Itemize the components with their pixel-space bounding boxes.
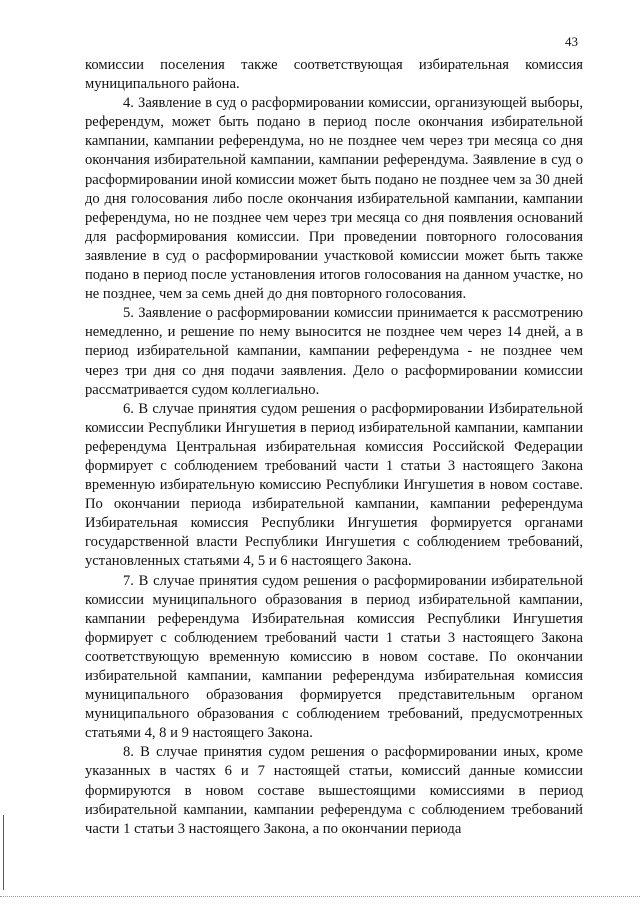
paragraph-item-8: 8. В случае принятия судом решения о расформировании иных, кроме указанных в частях 6 и 7 настоящей статьи, комиссий данные комиссии формируются в новом составе вышестоящими комиссиями в период избирательной кампании, кампании референдума с соблюдением требований части 1 статьи 3 настоящего Закона, а по окончании периода [85,744,583,837]
paragraph-continuation: комиссии поселения также соответствующая избирательная комиссия муниципального района. [85,57,583,93]
paragraph-item-7: 7. В случае принятия судом решения о расформировании избирательной комиссии муниципального образования в период избирательной кампании, кампании референдума Избирательная комиссия Республики Ингушетия формирует с соблюдением требований части 1 статьи 3 настоящего Закона соответствующую временную комиссию в новом составе. По окончании избирательной кампании, кампании референдума избирательная комиссия муниципального образования формируется представительным органом муниципального образования с соблюдением требований, предусмотренных статьями 4, 8 и 9 настоящего Закона. [85,572,583,742]
scan-bottom-edge [0,896,640,899]
paragraph-item-4: 4. Заявление в суд о расформировании комиссии, организующей выборы, референдум, может быть подано в период после окончания избирательной кампании, кампании референдума, но не позднее чем через три месяца со дня окончания избирательной кампании, кампании референдума. Заявление в суд о расформировании иной комиссии может быть подано не позднее чем за 30 дней до дня голосования либо после окончания избирательной кампании, кампании референдума, но не позднее чем через три месяца со дня появления оснований для расформирования комиссии. При проведении повторного голосования заявление в суд о расформировании участковой комиссии может быть также подано в период после установления итогов голосования на данном участке, но не позднее, чем за семь дней до дня повторного голосования. [85,95,583,303]
paragraph-item-6: 6. В случае принятия судом решения о расформировании Избирательной комиссии Республики Ингушетия в период избирательной кампании, кампании референдума Центральная избирательная комиссия Российской Федерации формирует с соблюдением требований части 1 статьи 3 настоящего Закона временную избирательную комиссию Республики Ингушетия в новом составе. По окончании периода избирательной кампании, кампании референдума Избирательная комиссия Республики Ингушетия формируется органами государственной власти Республики Ингушетия с соблюдением требований, установленных статьями 4, 5 и 6 настоящего Закона. [85,400,583,570]
document-body [85,56,583,839]
paragraph-item-5: 5. Заявление о расформировании комиссии принимается к рассмотрению немедленно, и решение по нему выносится не позднее чем через 14 дней, а в период избирательной кампании, кампании референдума - не позднее чем через три дня со дня подачи заявления. Дело о расформировании комиссии рассматривается судом коллегиально. [85,305,583,398]
scan-margin-mark [3,815,4,890]
page-number: 43 [565,34,578,49]
